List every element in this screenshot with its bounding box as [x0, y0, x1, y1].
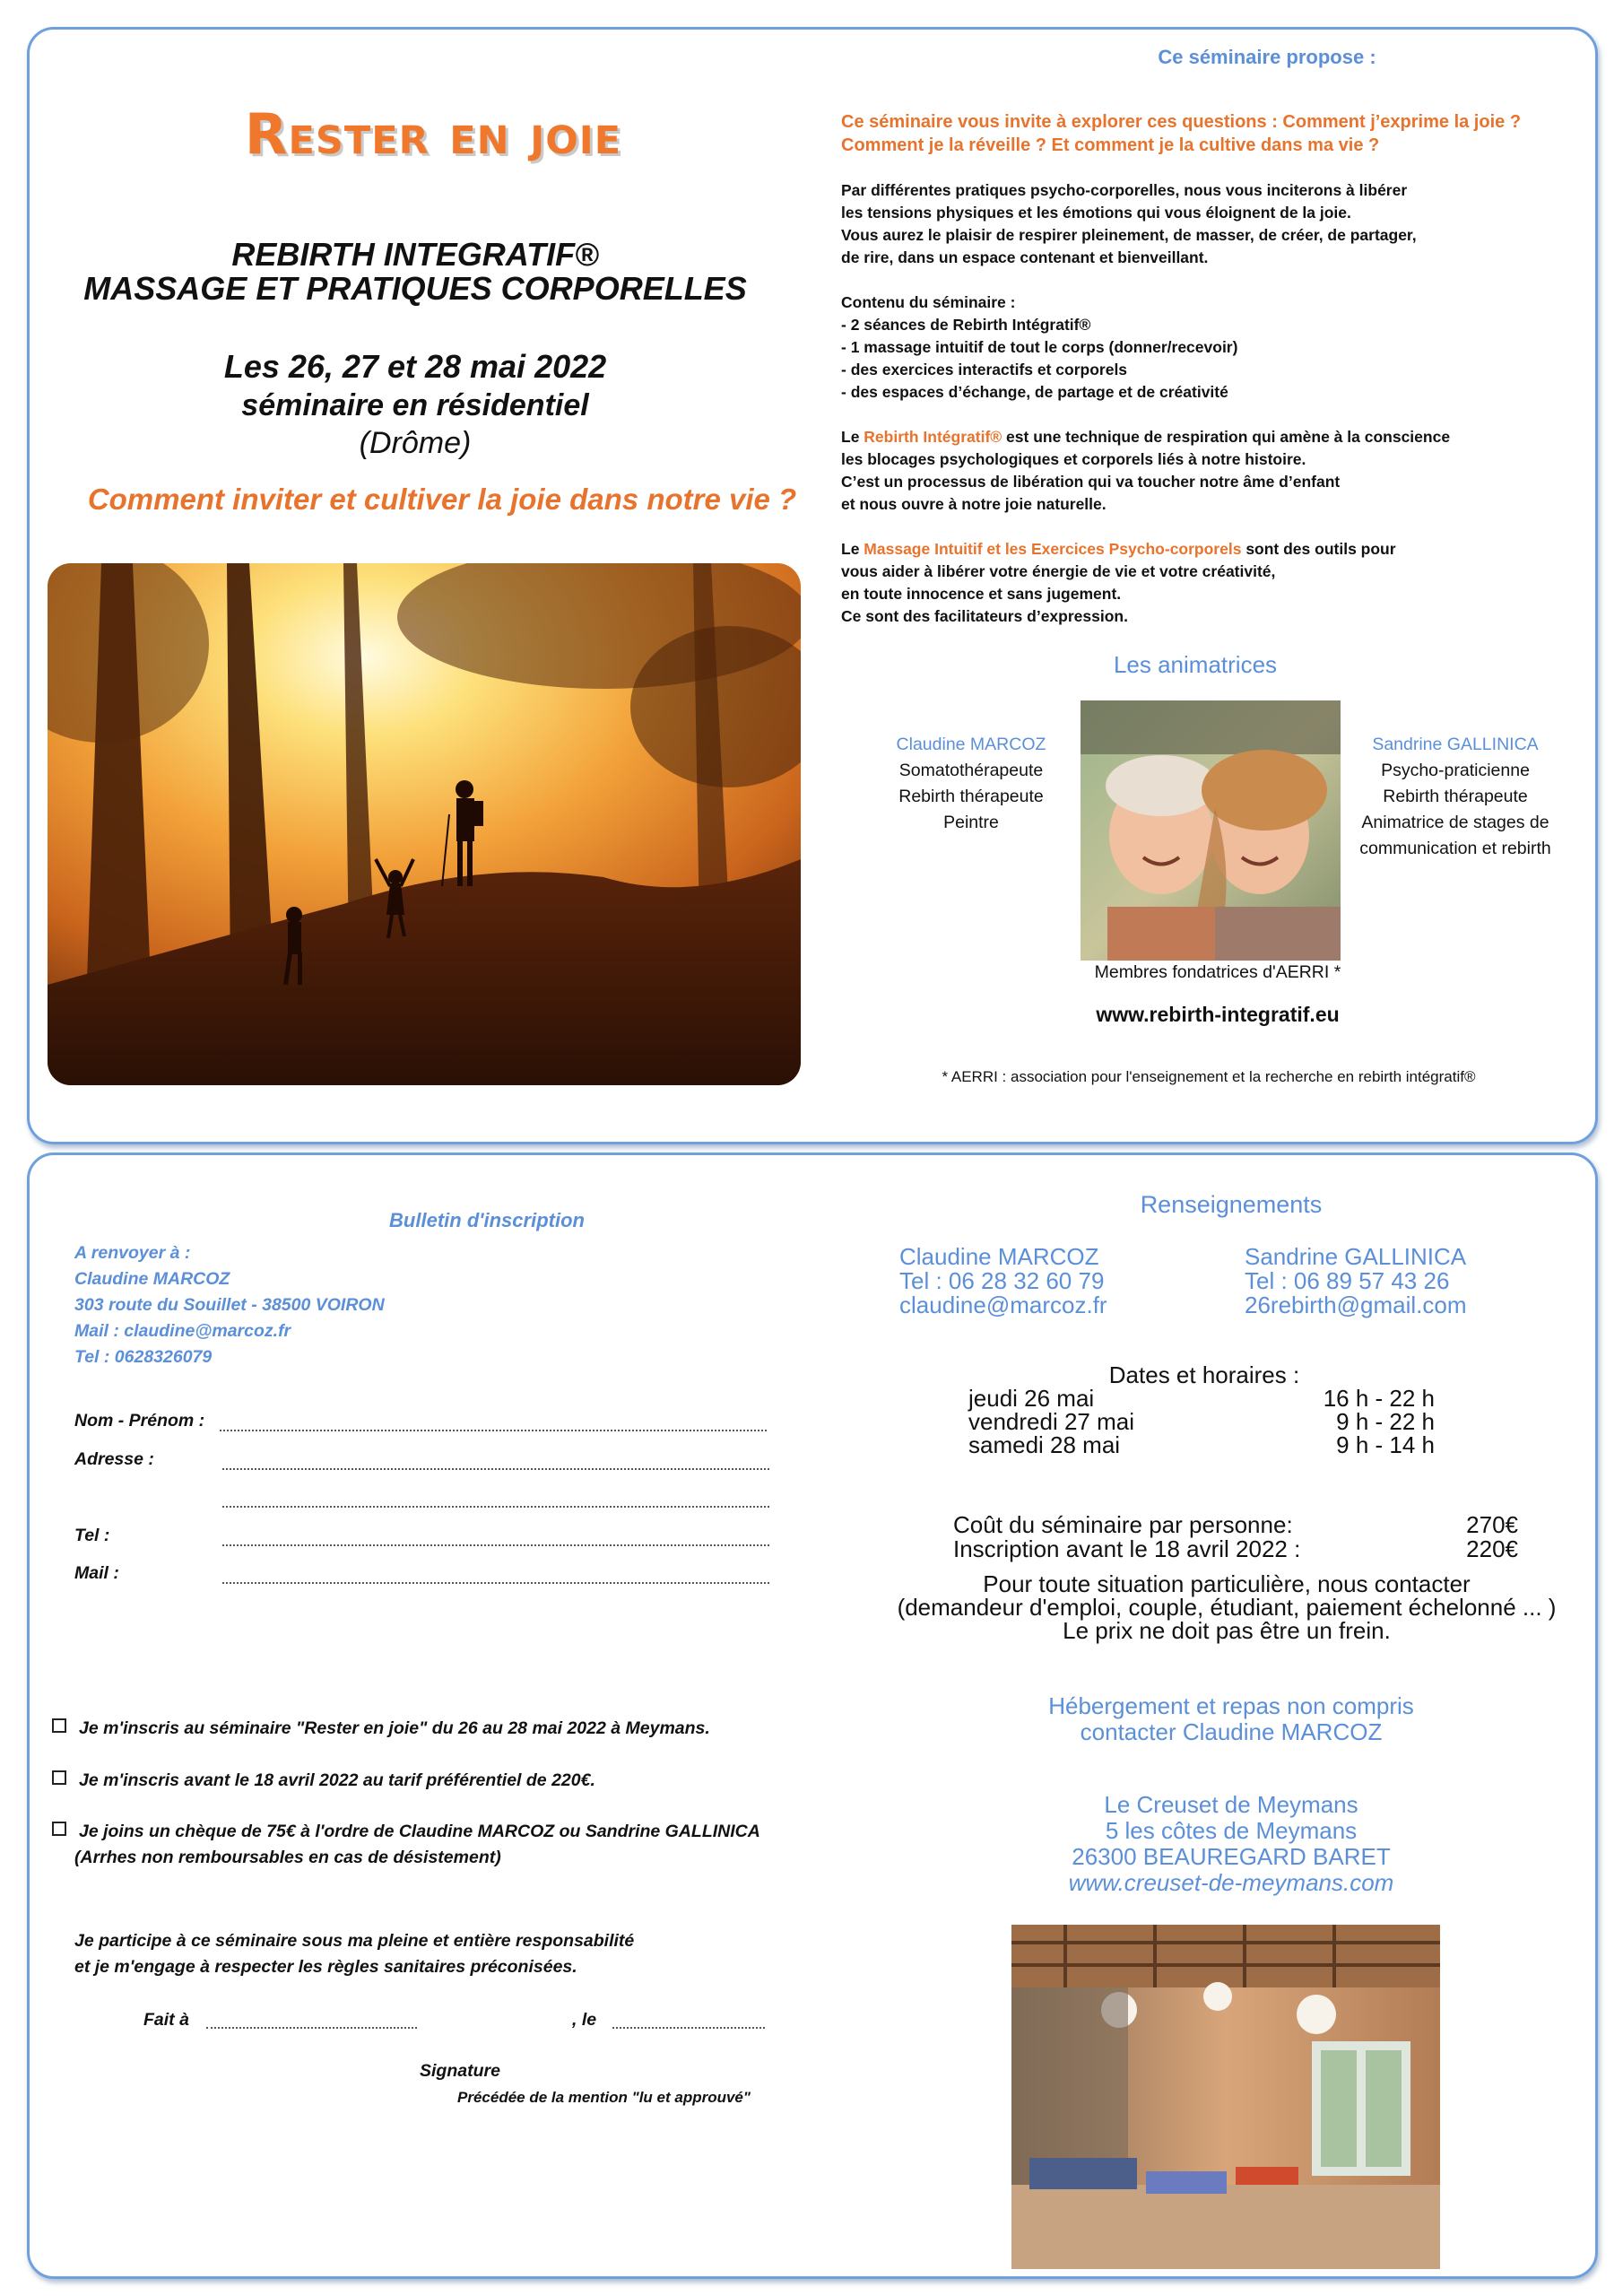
contact-mail[interactable]: claudine@marcoz.fr: [899, 1292, 1107, 1318]
mail-field[interactable]: [222, 1582, 769, 1584]
contact-tel[interactable]: Tel : 06 89 57 43 26: [1245, 1267, 1450, 1294]
schedule-time: 16 h - 22 h: [1323, 1385, 1435, 1412]
paragraph-line: de rire, dans un espace contenant et bienveillant.: [841, 248, 1209, 266]
intro-questions: [841, 110, 1576, 157]
form-title: Bulletin d'inscription: [389, 1209, 585, 1231]
rebirth-paragraph: [841, 426, 1576, 516]
address-field[interactable]: [222, 1468, 769, 1470]
animatrice-role: Peintre: [943, 813, 999, 832]
animatrice-role: communication et rebirth: [1359, 839, 1551, 858]
return-line: Tel : 0628326079: [74, 1347, 213, 1367]
seminar-description: [841, 110, 1576, 650]
contact-name: Claudine MARCOZ: [899, 1243, 1099, 1270]
text-fragment: est une technique de respiration qui amène à la conscience: [1002, 428, 1451, 446]
checkbox-icon[interactable]: [52, 1770, 66, 1785]
commitment-line: Je participe à ce séminaire sous ma pleine et entière responsabilité: [74, 1931, 635, 1951]
commitment-line: et je m'engage à respecter les règles sanitaires préconisées.: [74, 1957, 577, 1977]
schedule-time: 9 h - 22 h: [1336, 1408, 1435, 1435]
contact-claudine: [899, 1245, 1213, 1318]
return-line: A renvoyer à :: [74, 1243, 191, 1263]
animatrice-name: Claudine MARCOZ: [896, 735, 1046, 754]
schedule-row: [968, 1431, 1435, 1459]
date-field[interactable]: [612, 2027, 765, 2029]
schedule-day: jeudi 26 mai: [968, 1385, 1095, 1412]
checkbox-deposit[interactable]: [52, 1819, 760, 1845]
mail-label: Mail :: [74, 1563, 119, 1583]
special-line: (demandeur d'emploi, couple, étudiant, paiement échelonné ... ): [897, 1594, 1557, 1621]
seminar-region: (Drôme): [359, 426, 472, 460]
info-title: Renseignements: [1140, 1191, 1323, 1218]
checkbox-label: Je m'inscris au séminaire "Rester en joie" du 26 au 28 mai 2022 à Meymans.: [79, 1718, 710, 1738]
checkbox-early-rate[interactable]: [52, 1768, 595, 1794]
lodging-line: contacter Claudine MARCOZ: [1080, 1718, 1383, 1745]
done-at-label: Fait à: [143, 2010, 189, 2030]
venue-line: Le Creuset de Meymans: [1104, 1791, 1358, 1818]
cost-value: 270€: [1466, 1511, 1518, 1538]
schedule-day: samedi 28 mai: [968, 1431, 1121, 1458]
paragraph-line: les blocages psychologiques et corporels liés à notre histoire.: [841, 450, 1306, 468]
paragraph-line: [841, 538, 1576, 561]
animatrice-role: Animatrice de stages de: [1361, 813, 1549, 832]
paragraph-line: Ce sont des facilitateurs d’expression.: [841, 607, 1128, 625]
content-item: - des exercices interactifs et corporels: [841, 361, 1128, 378]
cost-value: 220€: [1466, 1535, 1518, 1562]
content-item: - des espaces d’échange, de partage et de créativité: [841, 383, 1228, 401]
seminar-header: Ce séminaire propose :: [1158, 46, 1376, 68]
massage-highlight: Massage Intuitif et les Exercices Psycho-corporels: [864, 540, 1242, 558]
animatrices-photo: [1081, 700, 1341, 961]
address-label: Adresse :: [74, 1449, 154, 1469]
animatrice-role: Rebirth thérapeute: [1383, 787, 1528, 806]
checkbox-label: Je joins un chèque de 75€ à l'ordre de Claudine MARCOZ ou Sandrine GALLINICA: [79, 1822, 760, 1841]
website-link[interactable]: www.rebirth-integratif.eu: [1096, 1003, 1340, 1026]
return-line: Mail : claudine@marcoz.fr: [74, 1321, 291, 1341]
practices-paragraph: [841, 179, 1576, 269]
paragraph-line: Vous aurez le plaisir de respirer pleinement, de masser, de créer, de partager,: [841, 226, 1417, 244]
contact-tel[interactable]: Tel : 06 28 32 60 79: [899, 1267, 1105, 1294]
return-address: [74, 1240, 702, 1370]
return-line: Claudine MARCOZ: [74, 1269, 230, 1289]
animatrices-title: Les animatrices: [1113, 651, 1278, 678]
paragraph-line: Par différentes pratiques psycho-corporelles, nous vous inciterons à libérer: [841, 181, 1408, 199]
main-title: Rester en joie: [244, 101, 622, 167]
cost-row: [953, 1535, 1518, 1563]
subtitle-massage: MASSAGE ET PRATIQUES CORPORELLES: [83, 270, 747, 307]
contact-mail[interactable]: 26rebirth@gmail.com: [1245, 1292, 1467, 1318]
aerri-footnote: * AERRI : association pour l'enseignement et la recherche en rebirth intégratif®: [942, 1068, 1476, 1085]
tel-label: Tel :: [74, 1526, 110, 1545]
venue-room-photo: [1011, 1925, 1440, 2269]
venue-address: [980, 1792, 1482, 1896]
name-label: Nom - Prénom :: [74, 1411, 205, 1431]
venue-line: 5 les côtes de Meymans: [1105, 1817, 1358, 1844]
schedule-title: Dates et horaires :: [1108, 1361, 1300, 1388]
deposit-note: (Arrhes non remboursables en cas de désistement): [74, 1848, 501, 1867]
contact-sandrine: [1245, 1245, 1558, 1318]
text-fragment: sont des outils pour: [1241, 540, 1396, 558]
animatrice-role: Psycho-praticienne: [1381, 761, 1530, 780]
seminar-residential: séminaire en résidentiel: [241, 388, 589, 422]
lodging-info: [980, 1693, 1482, 1745]
paragraph-line: et nous ouvre à notre joie naturelle.: [841, 495, 1107, 513]
animatrice-claudine: [868, 732, 1074, 836]
animatrice-role: Somatothérapeute: [898, 761, 1044, 780]
checkbox-label: Je m'inscris avant le 18 avril 2022 au tarif préférentiel de 220€.: [79, 1770, 595, 1790]
founders-caption: Membres fondatrices d'AERRI *: [1094, 962, 1341, 982]
content-list: [841, 291, 1576, 404]
subtitle-rebirth: REBIRTH INTEGRATIF®: [231, 236, 599, 273]
content-item: - 1 massage intuitif de tout le corps (donner/recevoir): [841, 338, 1238, 356]
schedule-day: vendredi 27 mai: [968, 1408, 1134, 1435]
cost-label: Coût du séminaire par personne:: [953, 1511, 1293, 1538]
paragraph-line: en toute innocence et sans jugement.: [841, 585, 1122, 603]
commitment-text: [74, 1928, 634, 1980]
signature-label: Signature: [420, 2061, 500, 2081]
rebirth-highlight: Rebirth Intégratif®: [864, 428, 1002, 446]
checkbox-icon[interactable]: [52, 1718, 66, 1733]
special-line: Le prix ne doit pas être un frein.: [1063, 1617, 1391, 1644]
paragraph-line: les tensions physiques et les émotions qui vous éloignent de la joie.: [841, 204, 1351, 222]
address-field-2[interactable]: [222, 1506, 769, 1508]
seminar-question: Comment inviter et cultiver la joie dans notre vie ?: [87, 483, 797, 516]
checkbox-registration[interactable]: [52, 1716, 710, 1742]
date-label: , le: [572, 2010, 597, 2030]
return-line: 303 route du Souillet - 38500 VOIRON: [74, 1295, 385, 1315]
cost-label: Inscription avant le 18 avril 2022 :: [953, 1535, 1301, 1562]
paragraph-line: C’est un processus de libération qui va toucher notre âme d’enfant: [841, 473, 1341, 491]
intro-line: Comment je la réveille ? Et comment je la cultive dans ma vie ?: [841, 135, 1380, 155]
contact-name: Sandrine GALLINICA: [1245, 1243, 1467, 1270]
text-fragment: Le: [841, 428, 864, 446]
checkbox-icon[interactable]: [52, 1822, 66, 1836]
animatrice-role: Rebirth thérapeute: [898, 787, 1044, 806]
paragraph-line: [841, 426, 1576, 448]
place-field[interactable]: [206, 2027, 417, 2029]
seminar-presentation-panel: [27, 27, 1598, 1144]
venue-website-link[interactable]: www.creuset-de-meymans.com: [1068, 1869, 1394, 1896]
animatrice-sandrine: [1339, 732, 1572, 862]
registration-panel: [27, 1152, 1598, 2279]
massage-paragraph: [841, 538, 1576, 628]
content-title: Contenu du séminaire :: [841, 293, 1016, 311]
venue-line: 26300 BEAUREGARD BARET: [1072, 1843, 1391, 1870]
special-situation: [872, 1572, 1581, 1642]
tel-field[interactable]: [222, 1544, 769, 1546]
paragraph-line: vous aider à libérer votre énergie de vie et votre créativité,: [841, 562, 1276, 580]
content-item: - 2 séances de Rebirth Intégratif®: [841, 316, 1091, 334]
name-field[interactable]: [220, 1430, 767, 1431]
sunset-forest-photo: [48, 563, 801, 1085]
seminar-dates: Les 26, 27 et 28 mai 2022: [223, 348, 607, 385]
schedule-time: 9 h - 14 h: [1336, 1431, 1435, 1458]
text-fragment: Le: [841, 540, 864, 558]
special-line: Pour toute situation particulière, nous contacter: [983, 1570, 1471, 1597]
signature-note: Précédée de la mention "lu et approuvé": [457, 2089, 751, 2106]
lodging-line: Hébergement et repas non compris: [1048, 1692, 1414, 1719]
animatrice-name: Sandrine GALLINICA: [1372, 735, 1539, 754]
intro-line: Ce séminaire vous invite à explorer ces questions : Comment j’exprime la joie ?: [841, 112, 1522, 132]
